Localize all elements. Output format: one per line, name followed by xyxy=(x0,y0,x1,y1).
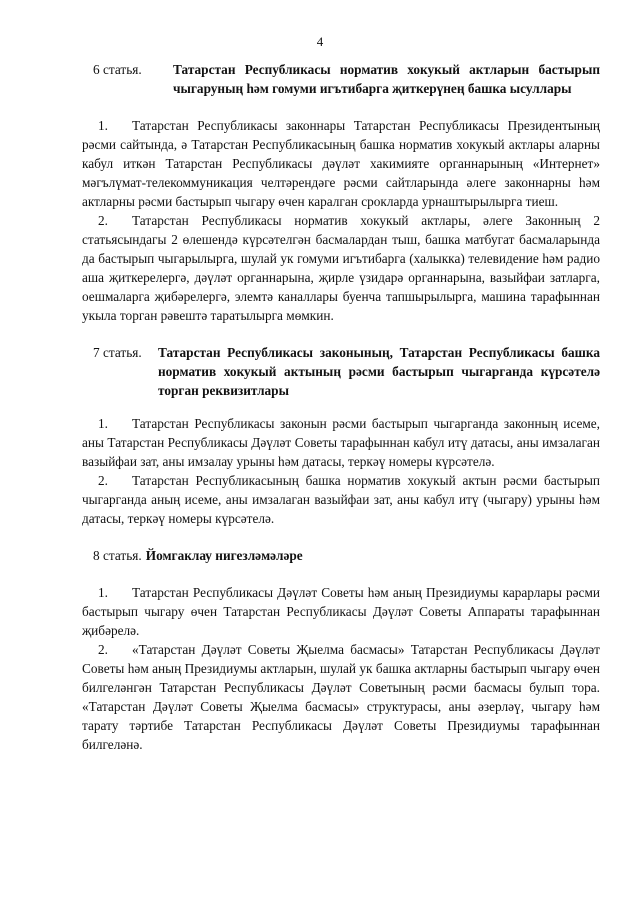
paragraph-number: 2. xyxy=(98,473,108,488)
paragraph-number: 2. xyxy=(98,213,108,228)
article-7-heading xyxy=(82,343,600,400)
article-7-title: Татарстан Республикасы законының, Татарстан Республикасы башка норматив хокукый актының рәсми бастырып чыгарганда күрсәтелә торган реквизитлары xyxy=(158,345,600,398)
paragraph-number: 2. xyxy=(98,642,108,657)
article-7-label: 7 статья. xyxy=(93,345,142,360)
paragraph-text: Татарстан Республикасы законнары Татарстан Республикасы Президентының рәсми сайтында, ә Татарстан Республикасының башка норматив хокукый актлары аларны кабул иткән Татарстан Республикасы дәүләт хакимияте органнарының «Интернет» мәгълүмат-телекоммуникация челтәрендәге рәсми сайтларында әлеге законнарны һәм актларны рәсми бастырып чыгару өчен каралган срокларда урнаштырылырга тиеш. xyxy=(82,118,600,209)
article-8-paragraph-1 xyxy=(82,583,600,640)
article-8-label: 8 статья. xyxy=(93,548,142,563)
paragraph-number: 1. xyxy=(98,585,108,600)
article-6-paragraph-2 xyxy=(82,211,600,325)
page-number: 4 xyxy=(316,34,324,49)
paragraph-number: 1. xyxy=(98,118,108,133)
article-6-paragraph-1 xyxy=(82,116,600,211)
paragraph-text: Татарстан Республикасы законын рәсми бастырып чыгарганда законның исеме, аны Татарстан Республикасы Дәүләт Советы тарафыннан кабул итү датасы, аны имзалаган вазыйфаи зат, аны имзалау урыны һәм датасы, теркәү номеры күрсәтелә. xyxy=(82,416,600,469)
paragraph-text: Татарстан Республикасы Дәүләт Советы һәм аның Президиумы карарлары рәсми бастырып чыгару өчен Татарстан Республикасы Дәүләт Советы Аппараты тарафыннан җибәрелә. xyxy=(82,585,600,638)
paragraph-text: Татарстан Республикасының башка норматив хокукый актын рәсми бастырып чыгарганда аның исеме, аны имзалаган вазыйфаи зат, аны кабул итү (чыгару) урыны һәм датасы, теркәү номеры күрсәтелә. xyxy=(82,473,600,526)
article-8-heading xyxy=(82,546,600,565)
article-8-title: Йомгаклау нигезләмәләре xyxy=(145,548,303,563)
paragraph-text: «Татарстан Дәүләт Советы Җыелма басмасы» Татарстан Республикасы Дәүләт Советы һәм аның Президиумы актларын, шулай ук башка актларны бастырып чыгару өчен билгеләнгән Татарстан Республикасы Дәүләт Советының рәсми басмасы булып тора. «Татарстан Дәүләт Советы Җыелма басмасы» структурасы, аны әзерләү, чыгару һәм тарату тәртибе Татарстан Республикасы Дәүләт Советы Президиумы тарафыннан билгеләнә. xyxy=(82,642,600,752)
article-8-paragraph-2 xyxy=(82,640,600,754)
paragraph-text: Татарстан Республикасы норматив хокукый актлары, әлеге Законның 2 статьясындагы 2 өлешендә күрсәтелгән басмалардан тыш, башка матбугат басмаларында да бастырып чыгарылырга, шулай ук гомуми игътибарга (халыкка) телевидение һәм радио аша җиткерелергә, дәүләт органнарына, җирле үзидарә органнарына, вазыйфаи затларга, оешмаларга җибәрелергә, элемтә каналлары буенча тапшырылырга, машина тарафыннан укыла торган рәвештә таратылырга мөмкин. xyxy=(82,213,600,323)
article-6-heading xyxy=(82,60,600,98)
document-body xyxy=(82,60,600,754)
article-6-label: 6 статья. xyxy=(93,62,142,77)
article-7-paragraph-1 xyxy=(82,414,600,471)
article-7-paragraph-2 xyxy=(82,471,600,528)
article-6-title: Татарстан Республикасы норматив хокукый актларын бастырып чыгаруның һәм гомуми игътибарга җиткерүнең башка ысуллары xyxy=(173,62,600,96)
paragraph-number: 1. xyxy=(98,416,108,431)
